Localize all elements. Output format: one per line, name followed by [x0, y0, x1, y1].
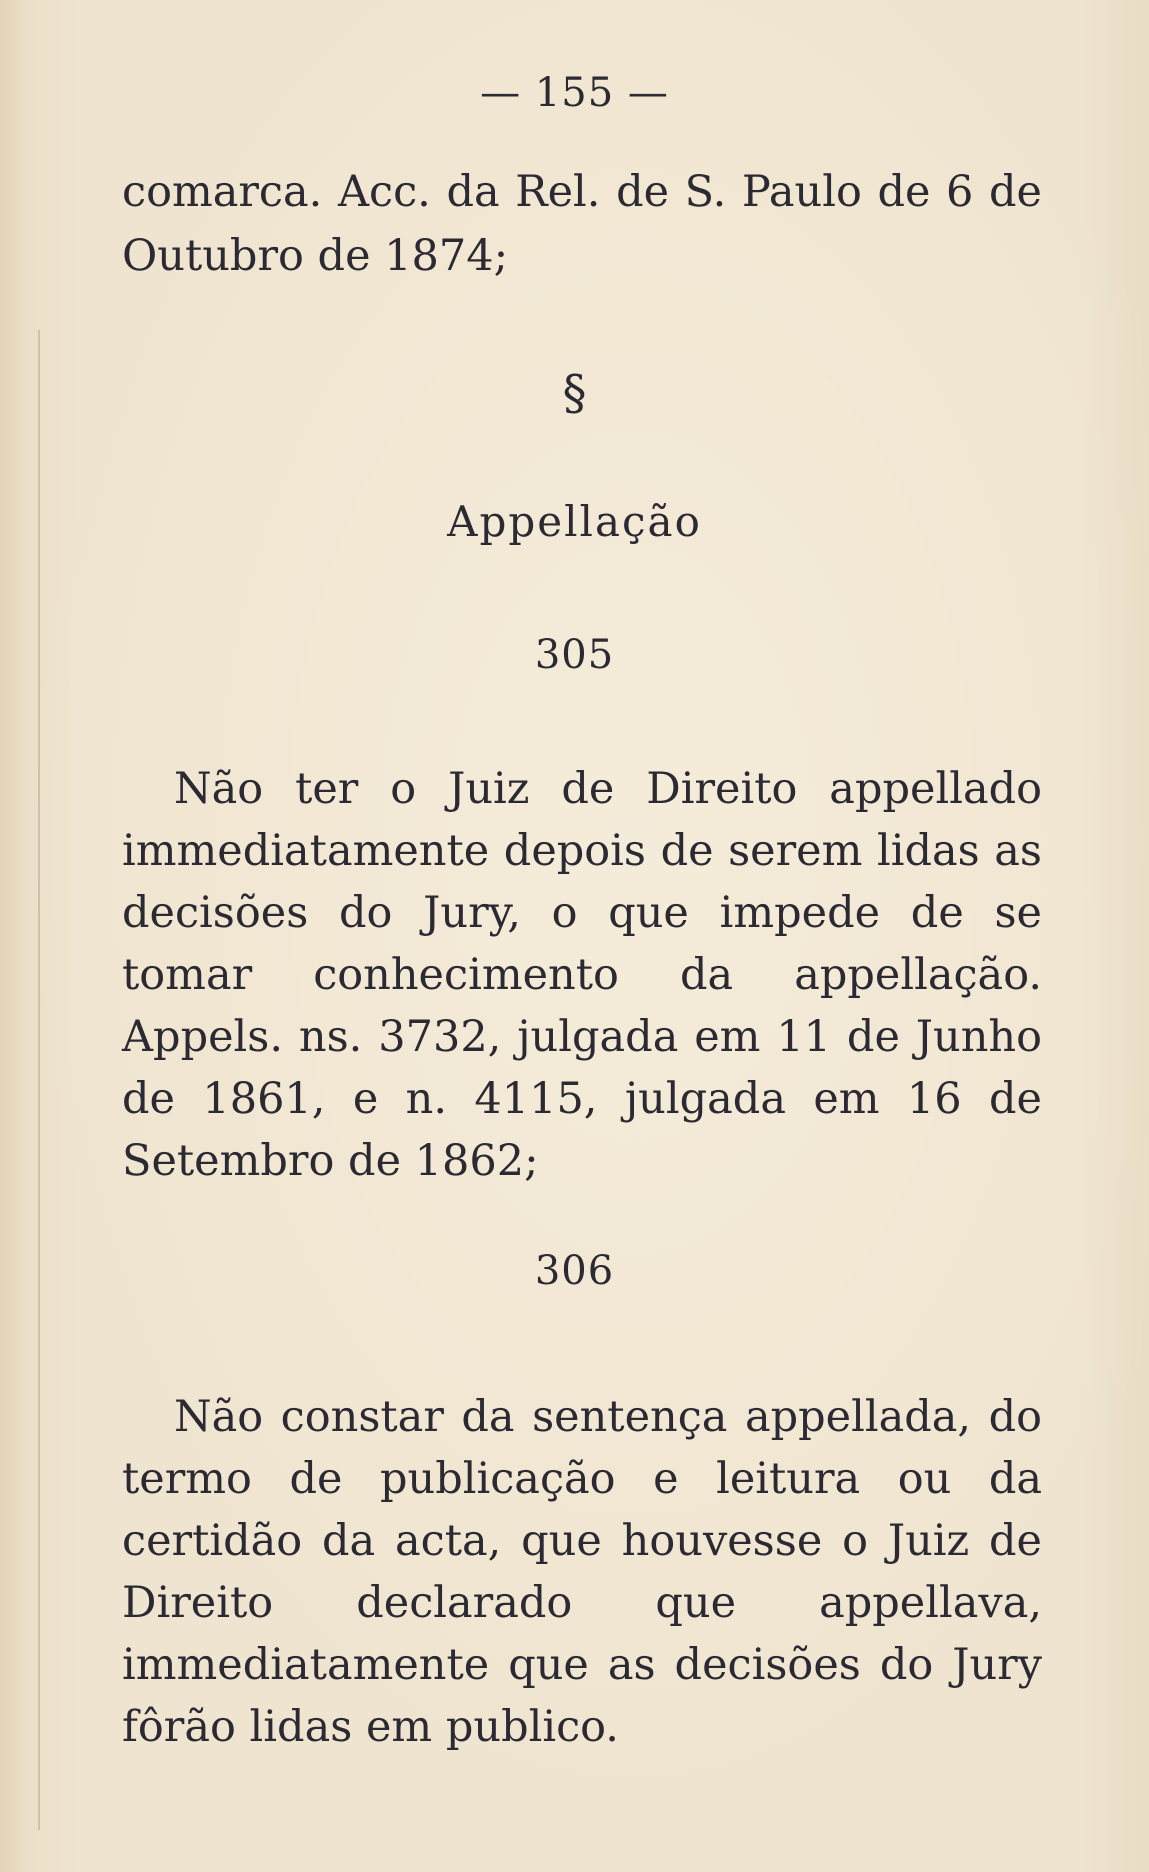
entry-number-306: 306: [534, 1248, 615, 1294]
entry-number-305: 305: [534, 632, 615, 678]
entry-paragraph-305: Não ter o Juiz de Direito appellado immediatamente depois de serem lidas as decisões do Jury, o que impede de se tomar conhecimento da appellação. Appels. ns. 3732, julgada em 11 de Junho de 1861, e n. 4115, julgada em 16 de Setembro de 1862;: [122, 764, 1042, 1186]
page-number: — 155 —: [480, 70, 669, 116]
binding-edge: [38, 330, 40, 1830]
entry-paragraph-306: Não constar da sentença appellada, do termo de publicação e leitura ou da certidão da acta, que houvesse o Juiz de Direito declarado que appellava, immediatamente que as decisões do Jury fôrão lidas em publico.: [122, 1392, 1042, 1752]
continuation-paragraph: comarca. Acc. da Rel. de S. Paulo de 6 de Outubro de 1874;: [122, 167, 1042, 281]
section-title: Appellação: [447, 497, 702, 546]
section-mark: §: [562, 365, 587, 421]
